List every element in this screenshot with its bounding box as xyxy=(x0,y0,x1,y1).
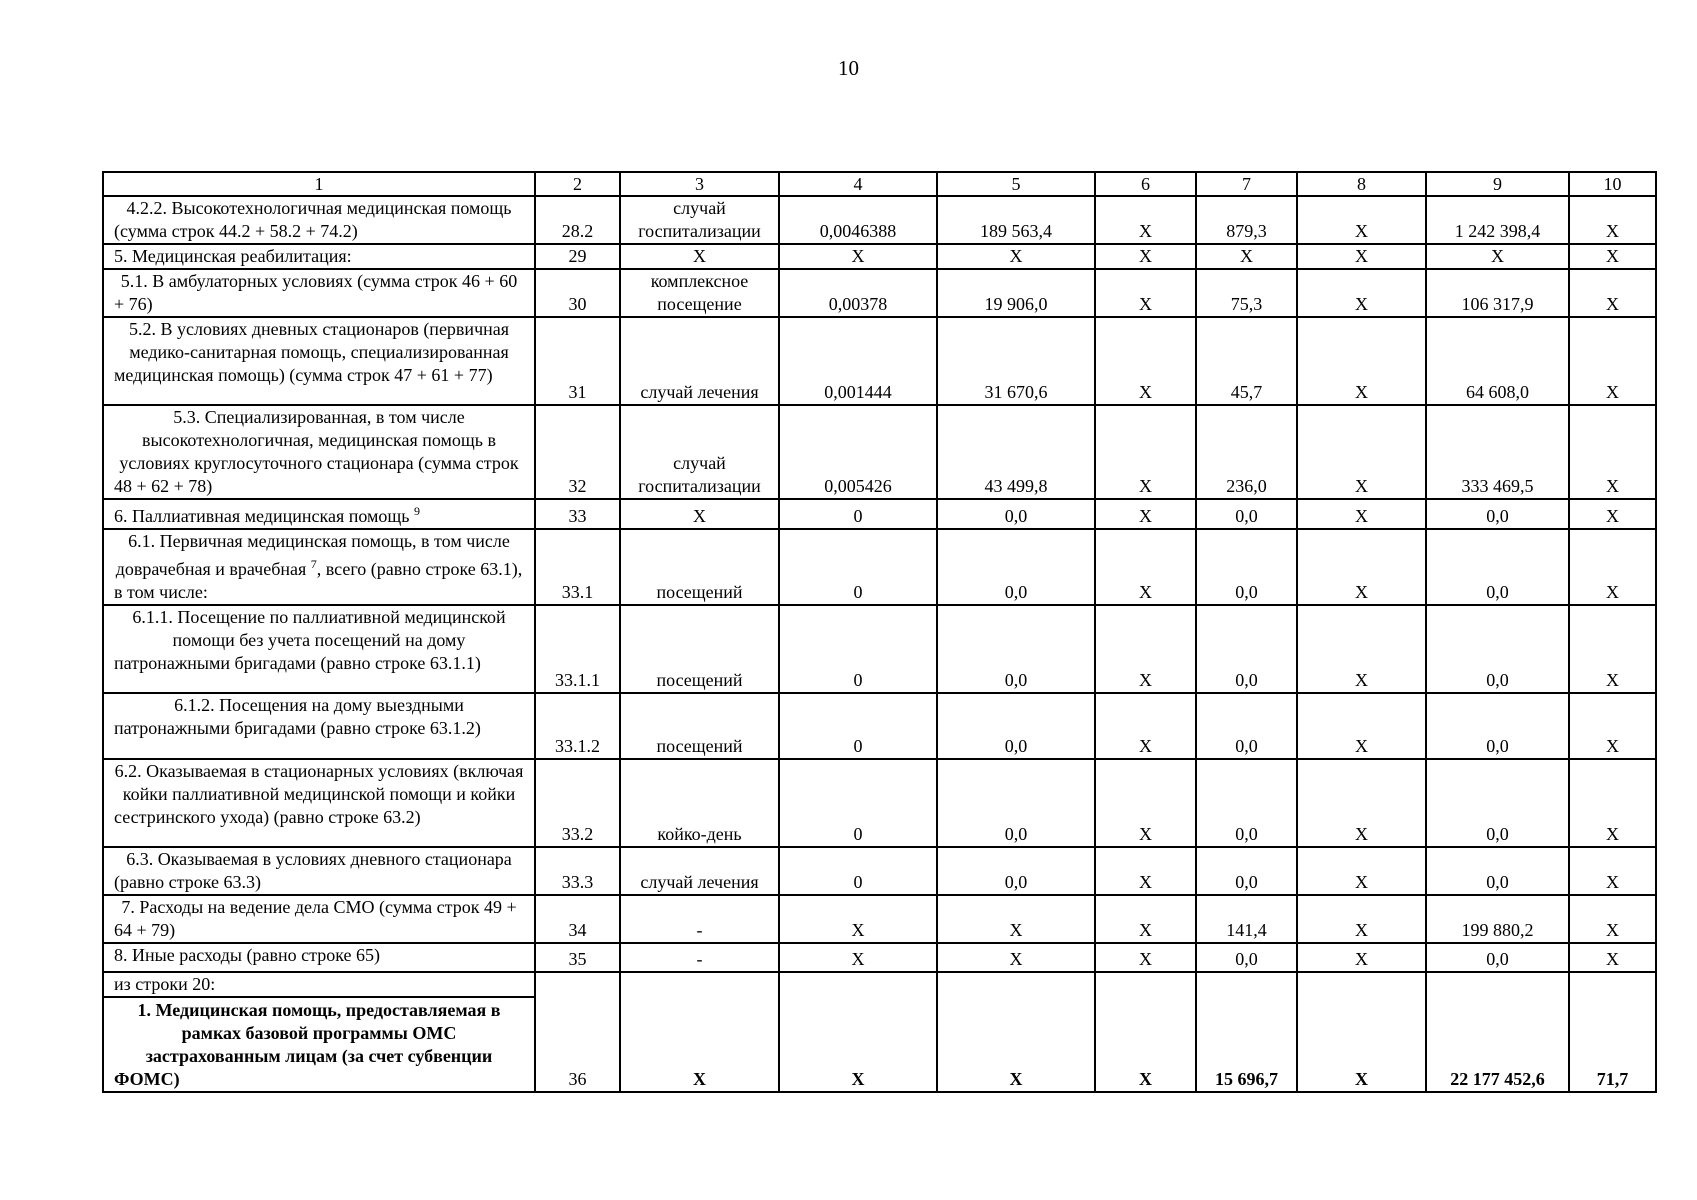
table-cell: Х xyxy=(1297,847,1426,895)
header-row xyxy=(103,172,1656,196)
table-cell: 141,4 xyxy=(1196,895,1297,943)
table-cell: Х xyxy=(779,244,937,269)
table-cell: Х xyxy=(1569,269,1656,317)
table-cell: Х xyxy=(779,895,937,943)
table-cell: посещений xyxy=(620,605,779,693)
table-cell: 0,00378 xyxy=(779,269,937,317)
table-cell: Х xyxy=(1095,244,1196,269)
table-cell: 36 xyxy=(535,972,620,1092)
table-cell: Х xyxy=(1297,529,1426,605)
table-cell: Х xyxy=(1095,269,1196,317)
table-cell: 0,0 xyxy=(937,759,1095,847)
table-cell: Х xyxy=(1569,693,1656,759)
table-cell: 0,0046388 xyxy=(779,196,937,244)
table-cell: 0,0 xyxy=(1426,605,1569,693)
table-cell: 0,0 xyxy=(1196,847,1297,895)
table-cell: 33.1 xyxy=(535,529,620,605)
table-row xyxy=(103,244,1656,269)
table-row xyxy=(103,605,1656,693)
table-row xyxy=(103,269,1656,317)
table-cell: 0,0 xyxy=(1426,499,1569,529)
table-row xyxy=(103,405,1656,499)
table-cell: Х xyxy=(1569,943,1656,972)
table-cell: 28.2 xyxy=(535,196,620,244)
table-cell: Х xyxy=(1297,196,1426,244)
table-row xyxy=(103,847,1656,895)
table-cell: Х xyxy=(1569,759,1656,847)
table-cell: посещений xyxy=(620,529,779,605)
table-cell: случай госпитализации xyxy=(620,405,779,499)
table-cell: Х xyxy=(1297,693,1426,759)
table-cell: 19 906,0 xyxy=(937,269,1095,317)
row-name: 6.1.2. Посещения на дому выездными патронажными бригадами (равно строке 63.1.2) xyxy=(103,693,535,759)
column-header: 7 xyxy=(1196,172,1297,196)
row-name: 5. Медицинская реабилитация: xyxy=(103,244,535,269)
table-cell: Х xyxy=(1095,529,1196,605)
row-name: 5.2. В условиях дневных стационаров (первичная медико-санитарная помощь, специализированная медицинская помощь) (сумма строк 47 + 61 + 77) xyxy=(103,317,535,405)
footnote-ref: 9 xyxy=(413,504,420,518)
table-cell: 0 xyxy=(779,529,937,605)
subsection-label: из строки 20: xyxy=(104,973,534,998)
table-cell: - xyxy=(620,943,779,972)
table-cell: 33.2 xyxy=(535,759,620,847)
table-cell: Х xyxy=(1095,943,1196,972)
row-name: из строки 20: 1. Медицинская помощь, предоставляемая в рамках базовой программы ОМС застрахованным лицам (за счет субвенции ФОМС) xyxy=(103,972,535,1092)
table-cell: 0,0 xyxy=(1426,847,1569,895)
table-row xyxy=(103,895,1656,943)
table-cell: Х xyxy=(937,895,1095,943)
table-cell: 33.1.2 xyxy=(535,693,620,759)
table-cell: 199 880,2 xyxy=(1426,895,1569,943)
table-cell: 0,005426 xyxy=(779,405,937,499)
table-cell: Х xyxy=(1297,317,1426,405)
row-name: 6.1.1. Посещение по паллиативной медицинской помощи без учета посещений на дому патронажными бригадами (равно строке 63.1.1) xyxy=(103,605,535,693)
table-cell: Х xyxy=(1569,317,1656,405)
column-header: 5 xyxy=(937,172,1095,196)
table-cell: 0 xyxy=(779,847,937,895)
table-cell: Х xyxy=(1095,405,1196,499)
column-header: 3 xyxy=(620,172,779,196)
table-row xyxy=(103,693,1656,759)
table-cell: Х xyxy=(1095,196,1196,244)
table-cell: 31 xyxy=(535,317,620,405)
row-name: 7. Расходы на ведение дела СМО (сумма строк 49 + 64 + 79) xyxy=(103,895,535,943)
table-cell: 33.3 xyxy=(535,847,620,895)
table-cell: 0,0 xyxy=(937,499,1095,529)
table-cell: 35 xyxy=(535,943,620,972)
table-cell: Х xyxy=(1569,529,1656,605)
table-row xyxy=(103,529,1656,605)
column-header: 8 xyxy=(1297,172,1426,196)
column-header: 2 xyxy=(535,172,620,196)
table-cell: Х xyxy=(1569,895,1656,943)
table-cell: 31 670,6 xyxy=(937,317,1095,405)
table-row xyxy=(103,943,1656,972)
table-cell: - xyxy=(620,895,779,943)
table-cell: Х xyxy=(1297,499,1426,529)
page-number: 10 xyxy=(838,56,859,80)
row-name: 5.3. Специализированная, в том числе высокотехнологичная, медицинская помощь в условиях круглосуточного стационара (сумма строк 48 + 62 + 78) xyxy=(103,405,535,499)
table-cell: Х xyxy=(937,972,1095,1092)
table-cell: 106 317,9 xyxy=(1426,269,1569,317)
table-cell: 0,0 xyxy=(1426,693,1569,759)
column-header: 10 xyxy=(1569,172,1656,196)
table-cell: 0,0 xyxy=(1426,943,1569,972)
table-cell: 0,0 xyxy=(937,529,1095,605)
footnote-ref: 7 xyxy=(310,557,317,571)
table-row xyxy=(103,759,1656,847)
table-cell: 236,0 xyxy=(1196,405,1297,499)
table-cell: Х xyxy=(1095,847,1196,895)
table-cell: Х xyxy=(1297,269,1426,317)
row-name: 5.1. В амбулаторных условиях (сумма строк 46 + 60 + 76) xyxy=(103,269,535,317)
column-header: 6 xyxy=(1095,172,1196,196)
table-cell: 15 696,7 xyxy=(1196,972,1297,1092)
table-cell: Х xyxy=(1297,943,1426,972)
table-cell: 43 499,8 xyxy=(937,405,1095,499)
row-name: 4.2.2. Высокотехнологичная медицинская помощь (сумма строк 44.2 + 58.2 + 74.2) xyxy=(103,196,535,244)
table-cell: Х xyxy=(1095,499,1196,529)
table-cell: Х xyxy=(937,943,1095,972)
table-cell: 33 xyxy=(535,499,620,529)
table-cell: Х xyxy=(1095,317,1196,405)
table-cell: случай госпитализации xyxy=(620,196,779,244)
table-cell: Х xyxy=(620,244,779,269)
column-header: 9 xyxy=(1426,172,1569,196)
table-cell: Х xyxy=(1095,759,1196,847)
data-table xyxy=(102,171,1657,1093)
table-cell: 0,0 xyxy=(1426,529,1569,605)
table-cell: Х xyxy=(1095,605,1196,693)
table-cell: 75,3 xyxy=(1196,269,1297,317)
table-cell: Х xyxy=(1095,895,1196,943)
table-cell: случай лечения xyxy=(620,317,779,405)
table-cell: 0,0 xyxy=(1196,499,1297,529)
table-cell: койко-день xyxy=(620,759,779,847)
table-cell: 1 242 398,4 xyxy=(1426,196,1569,244)
table-cell: 22 177 452,6 xyxy=(1426,972,1569,1092)
table-row xyxy=(103,499,1656,529)
row-name: 6. Паллиативная медицинская помощь $^9$ xyxy=(103,499,535,529)
row-name: 6.3. Оказываемая в условиях дневного стационара (равно строке 63.3) xyxy=(103,847,535,895)
row-name: 6.1. Первичная медицинская помощь, в том числе доврачебная и врачебная $^7$, всего (равно строке 63.1), в том числе: xyxy=(103,529,535,605)
table-cell: случай лечения xyxy=(620,847,779,895)
table-cell: Х xyxy=(779,972,937,1092)
table-cell: 0 xyxy=(779,759,937,847)
table-cell: 0,0 xyxy=(937,605,1095,693)
table-cell: 29 xyxy=(535,244,620,269)
row-name: 8. Иные расходы (равно строке 65) xyxy=(103,943,535,972)
table-cell: 0,0 xyxy=(1196,943,1297,972)
table-cell: Х xyxy=(1569,605,1656,693)
table-cell: 0,0 xyxy=(1196,693,1297,759)
table-cell: Х xyxy=(1297,972,1426,1092)
table-cell: Х xyxy=(1297,244,1426,269)
table-cell: 333 469,5 xyxy=(1426,405,1569,499)
table-cell: 33.1.1 xyxy=(535,605,620,693)
table-cell: Х xyxy=(937,244,1095,269)
table-cell: Х xyxy=(1297,605,1426,693)
table-cell: Х xyxy=(779,943,937,972)
table-cell: Х xyxy=(620,499,779,529)
table-row xyxy=(103,317,1656,405)
table-cell: Х xyxy=(1297,895,1426,943)
table-cell: 189 563,4 xyxy=(937,196,1095,244)
table-cell: 0,001444 xyxy=(779,317,937,405)
table-cell: 0,0 xyxy=(937,847,1095,895)
table-cell: 0,0 xyxy=(937,693,1095,759)
table-cell: 34 xyxy=(535,895,620,943)
table-cell: 0,0 xyxy=(1196,529,1297,605)
column-header: 4 xyxy=(779,172,937,196)
table-cell: Х xyxy=(1095,972,1196,1092)
table-row xyxy=(103,196,1656,244)
column-header: 1 xyxy=(103,172,535,196)
table-cell: 0 xyxy=(779,693,937,759)
table-cell: Х xyxy=(1426,244,1569,269)
table-cell: 45,7 xyxy=(1196,317,1297,405)
table-cell: Х xyxy=(1569,847,1656,895)
table-cell: Х xyxy=(1297,405,1426,499)
table-cell: Х xyxy=(1297,759,1426,847)
table-cell: Х xyxy=(1569,196,1656,244)
table-cell: комплексное посещение xyxy=(620,269,779,317)
table-cell: 30 xyxy=(535,269,620,317)
table-cell: Х xyxy=(1569,405,1656,499)
table-cell: Х xyxy=(1569,244,1656,269)
table-cell: 0,0 xyxy=(1196,605,1297,693)
table-cell: Х xyxy=(1095,693,1196,759)
table-cell: Х xyxy=(1569,499,1656,529)
table-cell: Х xyxy=(1196,244,1297,269)
table-cell: Х xyxy=(620,972,779,1092)
table-cell: 0,0 xyxy=(1426,759,1569,847)
table-row-total xyxy=(103,972,1656,1092)
table-cell: 879,3 xyxy=(1196,196,1297,244)
table-cell: 71,7 xyxy=(1569,972,1656,1092)
table-cell: 0 xyxy=(779,499,937,529)
table-cell: 64 608,0 xyxy=(1426,317,1569,405)
table-cell: 0 xyxy=(779,605,937,693)
table-cell: 32 xyxy=(535,405,620,499)
table-cell: 0,0 xyxy=(1196,759,1297,847)
row-name: 6.2. Оказываемая в стационарных условиях (включая койки паллиативной медицинской помощи и койки сестринского ухода) (равно строке 63.2) xyxy=(103,759,535,847)
table-cell: посещений xyxy=(620,693,779,759)
